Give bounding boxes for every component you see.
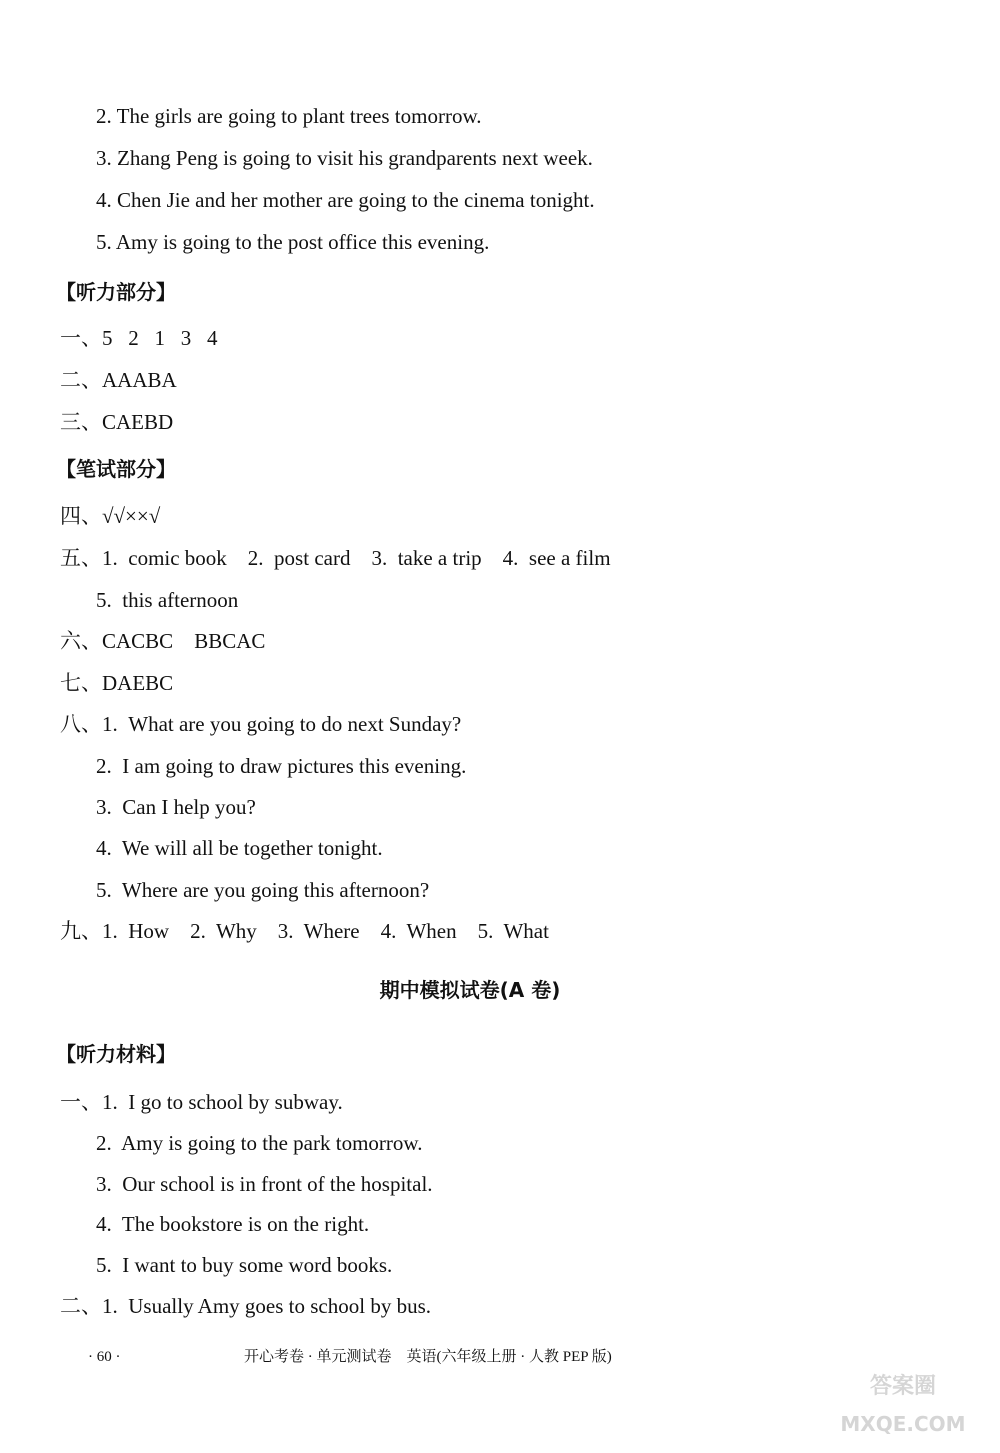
material-line: 3. Our school is in front of the hospital. <box>96 1172 433 1196</box>
answer-line: 4. We will all be together tonight. <box>96 836 383 860</box>
answer-line: 5. Where are you going this afternoon? <box>96 878 430 902</box>
answer-line: 一、5 2 1 3 4 <box>60 326 218 350</box>
answer-line: 四、√√××√ <box>60 504 161 528</box>
answer-line: 九、1. How 2. Why 3. Where 4. When 5. What <box>60 919 549 943</box>
answer-line: 3. Zhang Peng is going to visit his grandparents next week. <box>96 146 593 170</box>
watermark-top: 答案圈 <box>869 1374 937 1399</box>
answer-line: 二、AAABA <box>60 368 177 392</box>
answer-line: 4. Chen Jie and her mother are going to the cinema tonight. <box>96 188 595 212</box>
material-line: 一、1. I go to school by subway. <box>60 1090 343 1114</box>
material-line: 4. The bookstore is on the right. <box>96 1212 370 1236</box>
answer-line: 八、1. What are you going to do next Sunday? <box>60 712 462 736</box>
answer-line: 七、DAEBC <box>60 671 174 695</box>
answer-line: 3. Can I help you? <box>96 795 256 819</box>
answer-line: 五、1. comic book 2. post card 3. take a trip 4. see a film <box>60 546 611 570</box>
material-line: 2. Amy is going to the park tomorrow. <box>96 1131 423 1155</box>
section-title: 期中模拟试卷(A 卷) <box>379 978 561 1002</box>
answer-line: 2. I am going to draw pictures this evening. <box>96 754 467 778</box>
watermark-bottom: MXQE.COM <box>840 1412 966 1436</box>
section-heading-listening: 【听力部分】 <box>56 280 176 304</box>
material-line: 5. I want to buy some word books. <box>96 1253 393 1277</box>
answer-line: 三、CAEBD <box>60 410 174 434</box>
book-title: 开心考卷 · 单元测试卷 英语(六年级上册 · 人教 PEP 版) <box>244 1349 612 1365</box>
page-number: · 60 · <box>88 1349 121 1365</box>
answer-line: 5. this afternoon <box>96 588 239 612</box>
watermark-logo <box>818 1355 988 1447</box>
section-heading-material: 【听力材料】 <box>56 1042 176 1066</box>
answer-line: 2. The girls are going to plant trees tomorrow. <box>96 104 482 128</box>
section-heading-written: 【笔试部分】 <box>56 457 176 481</box>
answer-line: 5. Amy is going to the post office this evening. <box>96 230 490 254</box>
material-line: 二、1. Usually Amy goes to school by bus. <box>60 1294 431 1318</box>
answer-line: 六、CACBC BBCAC <box>60 629 266 653</box>
